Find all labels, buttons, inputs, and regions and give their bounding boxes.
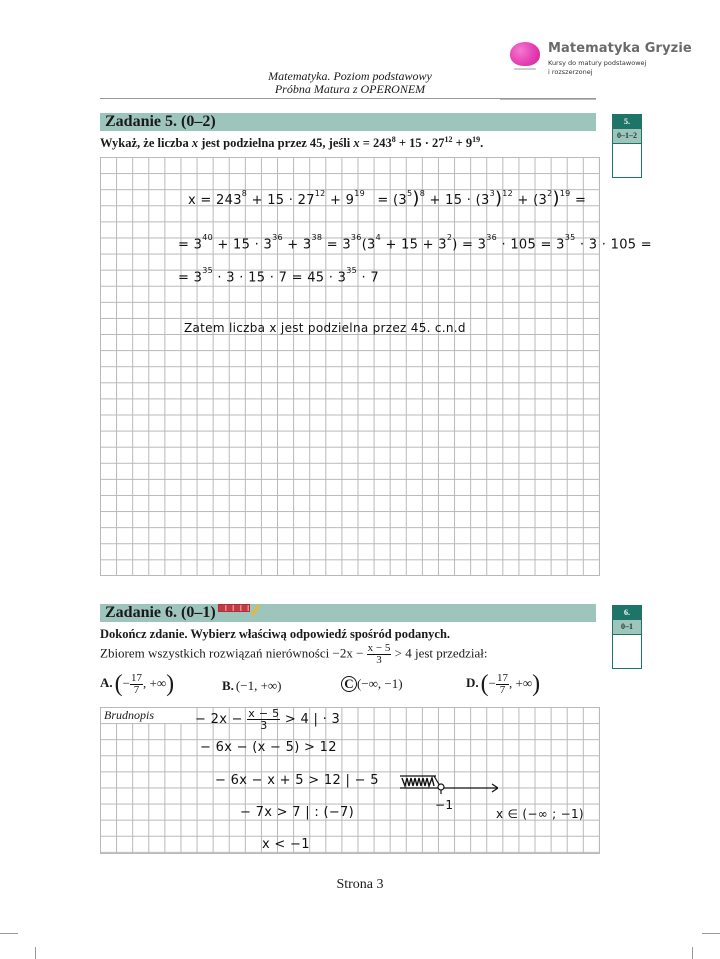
hw-text: x = 243 xyxy=(188,193,242,208)
header-exam: Próbna Matura z OPERONEM xyxy=(274,82,426,96)
formula-part: = 243 xyxy=(359,136,392,151)
task5-answer-grid[interactable] xyxy=(100,157,600,576)
hw-exp: 5 xyxy=(407,188,413,198)
hw-text: + 15 · (3 xyxy=(425,193,490,208)
hw-exp: 2 xyxy=(446,233,453,242)
exponent: 19 xyxy=(472,135,481,144)
prompt-fraction xyxy=(367,643,392,666)
instr-text: jest podzielna przez 45, jeśli xyxy=(198,136,354,151)
logo-subtitle-line2: i rozszerzonej xyxy=(548,68,593,76)
option-a[interactable] xyxy=(100,671,174,698)
page-number: Strona 3 xyxy=(336,877,384,892)
header-divider xyxy=(100,98,596,99)
fraction-denominator: 7 xyxy=(499,684,506,696)
formula-part: + 9 xyxy=(452,136,473,151)
hw-text: + 3 xyxy=(282,237,312,253)
formula-part: + 15 · 27 xyxy=(395,136,445,151)
fraction-denominator: 7 xyxy=(133,684,140,696)
hw-exp: 8 xyxy=(241,188,248,198)
hw-exp: 2 xyxy=(547,188,553,198)
page-header xyxy=(200,70,500,96)
option-letter: A. xyxy=(100,675,113,691)
selected-circle-mark: C xyxy=(341,676,357,692)
hw-text: = 3 xyxy=(457,237,487,253)
logo-subtitle xyxy=(548,59,646,77)
fraction-denominator: 3 xyxy=(260,719,268,732)
hw-exp: 3 xyxy=(489,188,495,198)
option-fraction xyxy=(496,673,509,696)
task5-title-bar xyxy=(100,113,596,131)
var-x: x xyxy=(353,136,360,151)
hw-text: · 105 = 3 xyxy=(497,237,565,253)
number-line-label: −1 xyxy=(435,798,454,812)
option-suffix: , +∞ xyxy=(508,675,533,691)
fraction-numerator: x − 5 xyxy=(248,707,280,720)
hw-exp: 36 xyxy=(486,233,498,242)
task6-step5: x < −1 xyxy=(262,837,310,852)
option-fraction xyxy=(130,673,143,696)
hw-text: − 2x − xyxy=(195,712,248,727)
option-d[interactable] xyxy=(466,671,540,698)
task5-score-box xyxy=(612,114,642,178)
hw-exp: 38 xyxy=(311,233,323,242)
task6-step2: − 6x − (x − 5) > 12 xyxy=(200,740,337,755)
hw-text: = 3 xyxy=(178,270,203,286)
logo-title: Matematyka Gryzie xyxy=(548,41,692,56)
exponent: 8 xyxy=(391,135,396,144)
hw-text: = 3 xyxy=(178,237,203,253)
task5-score-number: 5. xyxy=(613,115,641,129)
option-value: (−1, +∞) xyxy=(235,678,282,693)
fraction-denominator: 3 xyxy=(376,654,382,666)
hw-text: ) xyxy=(452,237,458,253)
hw-text: = (3 xyxy=(373,193,407,208)
logo-subtitle-line1: Kursy do matury podstawowej xyxy=(548,59,647,67)
task6-score-box xyxy=(612,605,642,669)
task6-instruction: Dokończ zdanie. Wybierz właściwą odpowiedź spośród podanych. xyxy=(100,627,451,641)
hw-exp: 4 xyxy=(375,233,382,242)
bracket-right: ) xyxy=(166,671,175,697)
hw-text: + 15 · 27 xyxy=(247,193,315,208)
task6-final-answer: x ∈ (−∞ ; −1) xyxy=(496,807,584,821)
hw-text: · 3 · 15 · 7 = 45 · 3 xyxy=(212,270,347,286)
hw-text: + (3 xyxy=(513,193,548,208)
var-x: x xyxy=(191,136,199,151)
hw-text: = xyxy=(570,193,587,208)
formula-end: . xyxy=(480,136,484,151)
exponent: 12 xyxy=(444,135,453,144)
pencil-marks-icon xyxy=(218,604,250,612)
task5-solution-line3 xyxy=(178,266,379,286)
bracket-left: ( xyxy=(114,671,123,697)
fraction-numerator: 17 xyxy=(130,672,142,684)
brand-logo xyxy=(508,38,708,78)
task5-solution-line1 xyxy=(188,188,586,209)
hw-paren: ) xyxy=(552,188,560,209)
hw-exp: 35 xyxy=(202,266,213,275)
task5-instruction xyxy=(100,135,483,151)
task6-title: Zadanie 6. (0–1) xyxy=(105,604,216,621)
hw-exp: 12 xyxy=(502,188,514,198)
task6-score-number: 6. xyxy=(613,606,641,620)
task6-step3: − 6x − x + 5 > 12 | − 5 xyxy=(215,773,379,788)
option-letter: D. xyxy=(466,675,479,691)
pencil-icon xyxy=(251,604,260,616)
task5-score-range: 0–1–2 xyxy=(613,129,641,144)
bracket-left: ( xyxy=(480,671,489,697)
option-c[interactable] xyxy=(341,676,403,692)
crop-mark xyxy=(35,947,36,959)
hw-text: = 3 xyxy=(322,237,351,253)
fraction-numerator: x − 5 xyxy=(367,642,391,654)
hw-text: · 3 · 105 = xyxy=(575,237,652,253)
hw-fraction xyxy=(247,708,280,731)
hw-paren: ) xyxy=(494,188,503,209)
task6-step1 xyxy=(195,708,340,731)
hw-text: + 15 + 3 xyxy=(381,237,447,253)
prompt-text: > 4 jest przedział: xyxy=(391,645,488,661)
option-b[interactable] xyxy=(222,678,282,694)
logo-shadow xyxy=(514,68,536,70)
option-suffix: , +∞ xyxy=(142,675,167,691)
hw-text: + 15 · 3 xyxy=(212,237,273,253)
hw-exp: 12 xyxy=(314,188,326,198)
hw-exp: 35 xyxy=(564,233,576,242)
header-subject: Matematyka. Poziom podstawowy xyxy=(268,69,432,83)
hw-text: (3 xyxy=(361,237,376,253)
brain-icon xyxy=(510,42,540,66)
instr-text: Wykaż, że liczba xyxy=(100,136,192,151)
hw-text: > 4 | · 3 xyxy=(280,712,341,727)
hw-exp: 35 xyxy=(346,266,358,275)
task6-step4: − 7x > 7 | : (−7) xyxy=(240,805,354,820)
hw-exp: 36 xyxy=(272,233,283,242)
hw-exp: 8 xyxy=(419,188,426,198)
crop-mark xyxy=(702,933,720,934)
hw-text: + 9 xyxy=(325,193,355,208)
hw-text: · 7 xyxy=(357,270,379,286)
task5-title: Zadanie 5. (0–2) xyxy=(105,113,216,130)
fraction-numerator: 17 xyxy=(496,672,508,684)
bracket-right: ) xyxy=(532,671,541,697)
task5-conclusion: Zatem liczba x jest podzielna przez 45. c.n.d xyxy=(184,321,466,335)
crop-mark xyxy=(0,933,18,934)
prompt-text: Zbiorem wszystkich rozwiązań nierówności −2x − xyxy=(100,645,367,661)
option-value: (−∞, −1) xyxy=(357,676,403,691)
option-sign: − xyxy=(122,675,130,691)
crop-mark xyxy=(692,947,693,959)
task5-solution-line2 xyxy=(178,233,652,253)
hw-exp: 40 xyxy=(202,233,213,242)
hw-exp: 19 xyxy=(354,188,365,198)
hw-exp: 19 xyxy=(559,188,571,198)
scratch-label: Brudnopis xyxy=(101,708,189,723)
option-letter: B. xyxy=(222,678,234,693)
task6-prompt xyxy=(100,643,488,666)
task6-title-bar xyxy=(100,604,596,622)
option-sign: − xyxy=(488,675,496,691)
hw-exp: 36 xyxy=(350,233,362,242)
task6-score-range: 0–1 xyxy=(613,620,641,635)
hw-paren: ) xyxy=(412,188,420,209)
